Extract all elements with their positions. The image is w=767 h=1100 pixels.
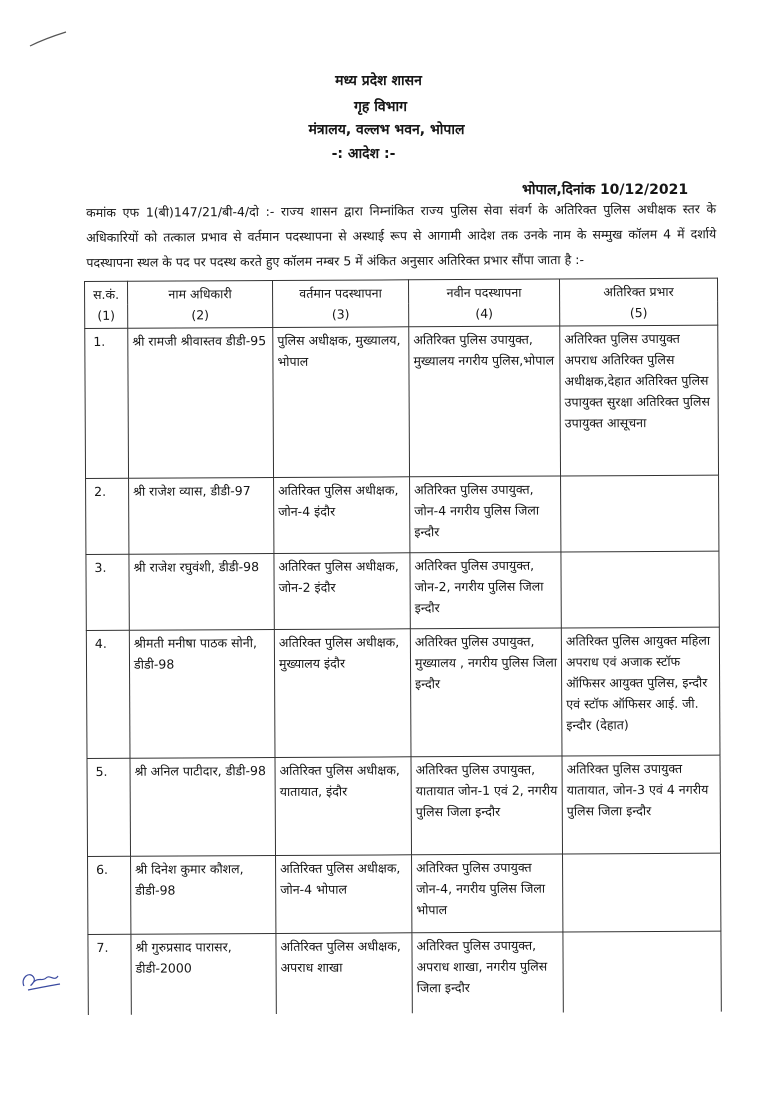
- officer-name-cell: श्री दिनेश कुमार कौशल, डीडी-98: [131, 856, 276, 935]
- serial-cell: 4.: [86, 630, 130, 758]
- department-heading: गृह विभाग: [354, 99, 407, 115]
- date-line: भोपाल,दिनांक 10/12/2021: [522, 182, 689, 198]
- current-posting-cell: पुलिस अधीक्षक, मुख्यालय, भोपाल: [273, 327, 410, 478]
- header-number: (5): [560, 302, 718, 326]
- additional-charge-cell: अतिरिक्त पुलिस आयुक्त महिला अपराध एवं अजाक स्टॉफ ऑफिसर आयुक्त पुलिस, इन्दौर एवं स्टॉफ ऑफिसर आई. जी. इन्दौर (देहात): [561, 627, 720, 756]
- officer-name-cell: श्री रामजी श्रीवास्तव डीडी-95: [128, 328, 274, 479]
- header-number: (2): [128, 304, 273, 328]
- table-row: [88, 931, 721, 1014]
- serial-cell: 6.: [88, 856, 131, 934]
- new-posting-cell: अतिरिक्त पुलिस उपायुक्त, यातायात जोन-1 एवं 2, नगरीय पुलिस जिला इन्दौर: [411, 756, 563, 855]
- header-new-posting: नवीन पदस्थापना: [408, 279, 559, 303]
- table-row: [86, 551, 719, 630]
- officer-name-cell: श्रीमती मनीषा पाठक सोनी, डीडी-98: [129, 630, 275, 759]
- table-row: [88, 853, 721, 934]
- order-title: -: आदेश :-: [331, 146, 396, 162]
- officer-name-cell: श्री गुरुप्रसाद पारासर, डीडी-2000: [131, 934, 276, 1015]
- additional-charge-cell: [563, 853, 721, 932]
- table-row: [86, 627, 720, 758]
- postings-table: [84, 278, 722, 1015]
- additional-charge-cell: अतिरिक्त पुलिस उपायुक्त यातायात, जोन-3 एवं 4 नगरीय पुलिस जिला इन्दौर: [562, 755, 721, 854]
- current-posting-cell: अतिरिक्त पुलिस अधीक्षक, यातायात, इंदौर: [275, 757, 412, 856]
- new-posting-cell: अतिरिक्त पुलिस उपायुक्त, जोन-4 नगरीय पुलिस जिला इन्दौर: [410, 476, 561, 553]
- header-current-posting: वर्तमान पदस्थापना: [273, 280, 409, 304]
- header-number: (1): [85, 305, 128, 329]
- current-posting-cell: अतिरिक्त पुलिस अधीक्षक, जोन-2 इंदौर: [274, 553, 410, 630]
- officer-name-cell: श्री राजेश रघुवंशी, डीडी-98: [129, 554, 274, 631]
- order-paragraph: कमांक एफ 1(बी)147/21/बी-4/दो :- राज्य शासन द्वारा निम्नांकित राज्य पुलिस सेवा संवर्ग के अतिरिक्त पुलिस अधीक्षक स्तर के अधिकारियों को तत्काल प्रभाव से वर्तमान पदस्थापना से अस्थाई रूप से आगामी आदेश तक उनके नाम के सम्मुख कॉलम 4 में दर्शाये पदस्थापना स्थल के पद पर पदस्थ करते हुए कॉलम नम्बर 5 में अंकित अनुसार अतिरिक्त प्रभार सौंपा जाता है :-: [86, 201, 717, 270]
- additional-charge-cell: [561, 551, 719, 628]
- new-posting-cell: अतिरिक्त पुलिस उपायुक्त जोन-4, नगरीय पुलिस जिला भोपाल: [412, 854, 563, 933]
- serial-cell: 1.: [85, 328, 129, 478]
- table-row: [85, 325, 719, 478]
- serial-cell: 5.: [87, 758, 131, 856]
- header-number: (4): [409, 303, 560, 327]
- new-posting-cell: अतिरिक्त पुलिस उपायुक्त, मुख्यालय नगरीय पुलिस,भोपाल: [409, 326, 561, 477]
- header-number: (3): [273, 303, 409, 327]
- table-row: [86, 475, 719, 554]
- table-header-number-row: [85, 302, 718, 329]
- serial-cell: 7.: [88, 934, 131, 1014]
- serial-cell: 3.: [86, 554, 129, 630]
- additional-charge-cell: [561, 475, 719, 552]
- additional-charge-cell: [563, 931, 721, 1012]
- current-posting-cell: अतिरिक्त पुलिस अधीक्षक, मुख्यालय इंदौर: [274, 629, 411, 758]
- current-posting-cell: अतिरिक्त पुलिस अधीक्षक, जोन-4 भोपाल: [276, 855, 412, 934]
- header-officer-name: नाम अधिकारी: [128, 281, 273, 305]
- pen-mark-icon: [28, 30, 68, 48]
- initials-signature-icon: [18, 964, 64, 994]
- header-additional-charge: अतिरिक्त प्रभार: [559, 278, 717, 302]
- officer-name-cell: श्री राजेश व्यास, डीडी-97: [129, 478, 274, 555]
- header-serial: स.कं.: [85, 281, 128, 305]
- table-header-row: [85, 278, 718, 305]
- office-heading: मंत्रालय, वल्लभ भवन, भोपाल: [308, 122, 465, 138]
- new-posting-cell: अतिरिक्त पुलिस उपायुक्त, मुख्यालय , नगरीय पुलिस जिला इन्दौर: [410, 628, 562, 757]
- serial-cell: 2.: [86, 478, 129, 554]
- government-heading: मध्य प्रदेश शासन: [335, 73, 422, 89]
- officer-name-cell: श्री अनिल पाटीदार, डीडी-98: [130, 758, 276, 857]
- current-posting-cell: अतिरिक्त पुलिस अधीक्षक, जोन-4 इंदौर: [274, 477, 410, 554]
- current-posting-cell: अतिरिक्त पुलिस अधीक्षक, अपराध शाखा: [276, 933, 412, 1014]
- new-posting-cell: अतिरिक्त पुलिस उपायुक्त, जोन-2, नगरीय पुलिस जिला इन्दौर: [410, 552, 561, 629]
- new-posting-cell: अतिरिक्त पुलिस उपायुक्त, अपराध शाखा, नगरीय पुलिस जिला इन्दौर: [412, 932, 563, 1013]
- additional-charge-cell: अतिरिक्त पुलिस उपायुक्त अपराध अतिरिक्त पुलिस अधीक्षक,देहात अतिरिक्त पुलिस उपायुक्त सुरक्षा अतिरिक्त पुलिस उपायुक्त आसूचना: [560, 325, 719, 476]
- table-row: [87, 755, 721, 856]
